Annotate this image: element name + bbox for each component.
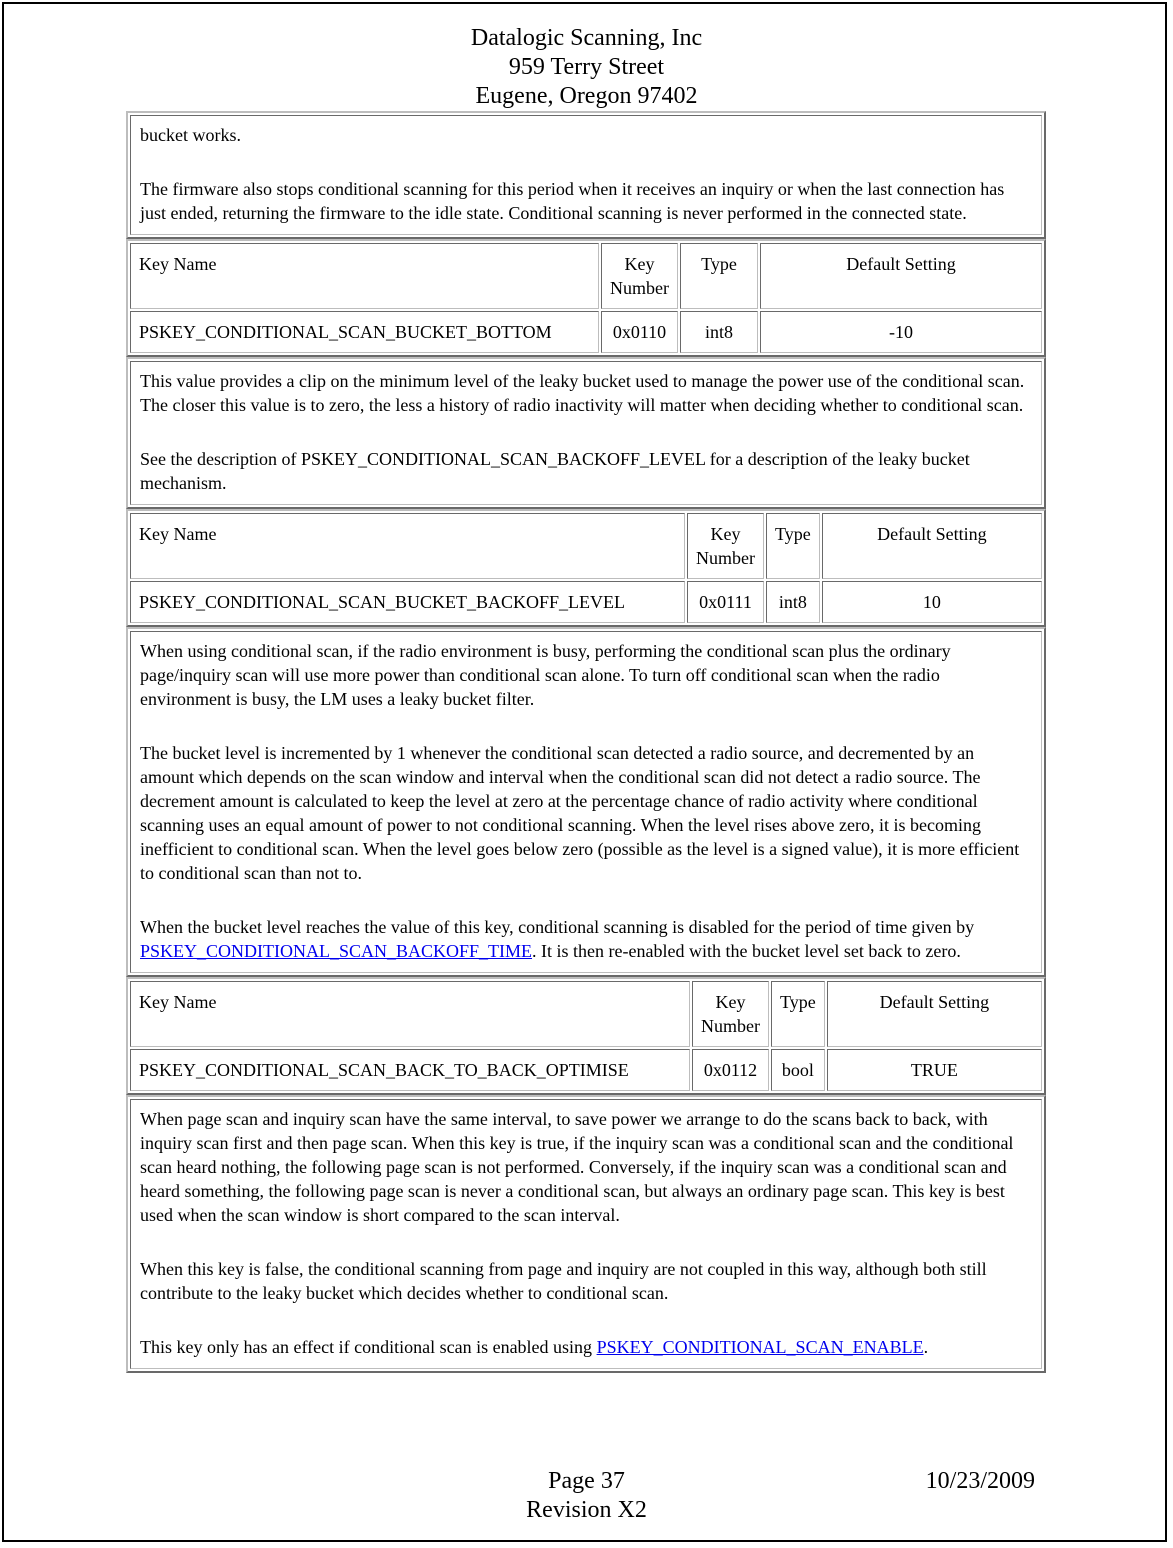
revision-label: Revision X2 [526, 1497, 647, 1523]
key-table-value-row [130, 581, 1042, 623]
key-type-value: bool [771, 1049, 825, 1091]
key-number-value: 0x0110 [601, 311, 678, 353]
description-paragraph: This value provides a clip on the minimum level of the leaky bucket used to manage the power use of the conditional scan. The closer this value is to zero, the less a history of radio inactivity will matter when deciding whether to conditional scan. [140, 371, 1025, 415]
intro-paragraph: The firmware also stops conditional scanning for this period when it receives an inquiry or when the last connection has just ended, returning the firmware to the idle state. Conditional scanning is never performed in the connected state. [140, 179, 1005, 223]
key-table-header-row [130, 243, 1042, 309]
key-name-value: PSKEY_CONDITIONAL_SCAN_BUCKET_BOTTOM [130, 311, 599, 353]
column-header-type: Type [766, 513, 820, 579]
key-type-value: int8 [766, 581, 820, 623]
key-description-cell [130, 1099, 1042, 1369]
description-paragraph: When this key is false, the conditional scanning from page and inquiry are not coupled in this way, although both still contribute to the leaky bucket which decides whether to conditional scan. [140, 1259, 987, 1303]
description-paragraph [140, 915, 1032, 963]
key-name-value: PSKEY_CONDITIONAL_SCAN_BACK_TO_BACK_OPTIMISE [130, 1049, 690, 1091]
description-text: . It is then re-enabled with the bucket level set back to zero. [532, 941, 961, 961]
key-table-bucket-bottom [126, 239, 1046, 357]
backoff-time-link[interactable]: PSKEY_CONDITIONAL_SCAN_BACKOFF_TIME [140, 941, 533, 961]
description-paragraph: When page scan and inquiry scan have the same interval, to save power we arrange to do the scans back to back, with inquiry scan first and then page scan. When this key is true, if the inquiry scan was a conditional scan and the conditional scan heard nothing, the following page scan is not performed. Conversely, if the inquiry scan was a conditional scan and heard something, the following page scan is never a conditional scan, but always an ordinary page scan. This key is best used when the scan window is short compared to the scan interval. [140, 1109, 1014, 1225]
intro-description-box [126, 111, 1046, 239]
key-description-box [126, 1095, 1046, 1373]
key-type-value: int8 [680, 311, 758, 353]
description-paragraph: The bucket level is incremented by 1 whenever the conditional scan detected a radio source, and decremented by an amount which depends on the scan window and interval when the conditional scan did not detect a radio source. The decrement amount is calculated to keep the level at zero at the percentage chance of radio activity where conditional scanning uses an equal amount of power to not conditional scanning. When the level rises above zero, it is becoming inefficient to conditional scan. When the level goes below zero (possible as the level is a signed value), it is more efficient to conditional scan than not to. [140, 743, 1020, 883]
key-number-value: 0x0112 [692, 1049, 769, 1091]
column-header-key-name: Key Name [130, 243, 599, 309]
intro-description-cell [130, 115, 1042, 235]
column-header-type: Type [680, 243, 758, 309]
description-paragraph [140, 1335, 1032, 1359]
column-header-key-name: Key Name [130, 513, 685, 579]
key-description-box [126, 627, 1046, 977]
key-table-header-row [130, 513, 1042, 579]
column-header-default: Default Setting [827, 981, 1042, 1047]
page-header [0, 24, 1173, 111]
column-header-key-name: Key Name [130, 981, 690, 1047]
key-default-value: 10 [822, 581, 1042, 623]
key-table-back-to-back-optimise [126, 977, 1046, 1095]
description-text: When the bucket level reaches the value of this key, conditional scanning is disabled for the period of time given by [140, 917, 975, 937]
company-city: Eugene, Oregon 97402 [475, 83, 698, 109]
key-table-value-row [130, 1049, 1042, 1091]
scan-enable-link[interactable]: PSKEY_CONDITIONAL_SCAN_ENABLE [596, 1337, 924, 1357]
key-default-value: TRUE [827, 1049, 1042, 1091]
column-header-type: Type [771, 981, 825, 1047]
description-text: . [923, 1337, 929, 1357]
company-street: 959 Terry Street [508, 54, 665, 80]
key-table-value-row [130, 311, 1042, 353]
footer-date: 10/23/2009 [925, 1468, 1035, 1494]
column-header-key-number: Key Number [692, 981, 769, 1047]
description-paragraph: See the description of PSKEY_CONDITIONAL_SCAN_BACKOFF_LEVEL for a description of the leaky bucket mechanism. [140, 449, 970, 493]
key-description-cell [130, 361, 1042, 505]
description-text: This key only has an effect if conditional scan is enabled using [140, 1337, 597, 1357]
key-description-box [126, 357, 1046, 509]
column-header-key-number: Key Number [601, 243, 678, 309]
key-name-value: PSKEY_CONDITIONAL_SCAN_BUCKET_BACKOFF_LEVEL [130, 581, 685, 623]
company-name: Datalogic Scanning, Inc [470, 25, 703, 51]
key-table-bucket-backoff-level [126, 509, 1046, 627]
page-number: Page 37 [548, 1468, 625, 1494]
column-header-default: Default Setting [822, 513, 1042, 579]
key-default-value: -10 [760, 311, 1042, 353]
column-header-default: Default Setting [760, 243, 1042, 309]
key-number-value: 0x0111 [687, 581, 764, 623]
column-header-key-number: Key Number [687, 513, 764, 579]
key-description-cell [130, 631, 1042, 973]
description-paragraph: When using conditional scan, if the radio environment is busy, performing the conditional scan plus the ordinary page/inquiry scan will use more power than conditional scan alone. To turn off conditional scan when the radio environment is busy, the LM uses a leaky bucket filter. [140, 641, 951, 709]
intro-paragraph: bucket works. [140, 125, 241, 145]
document-body [126, 111, 1046, 1373]
key-table-header-row [130, 981, 1042, 1047]
